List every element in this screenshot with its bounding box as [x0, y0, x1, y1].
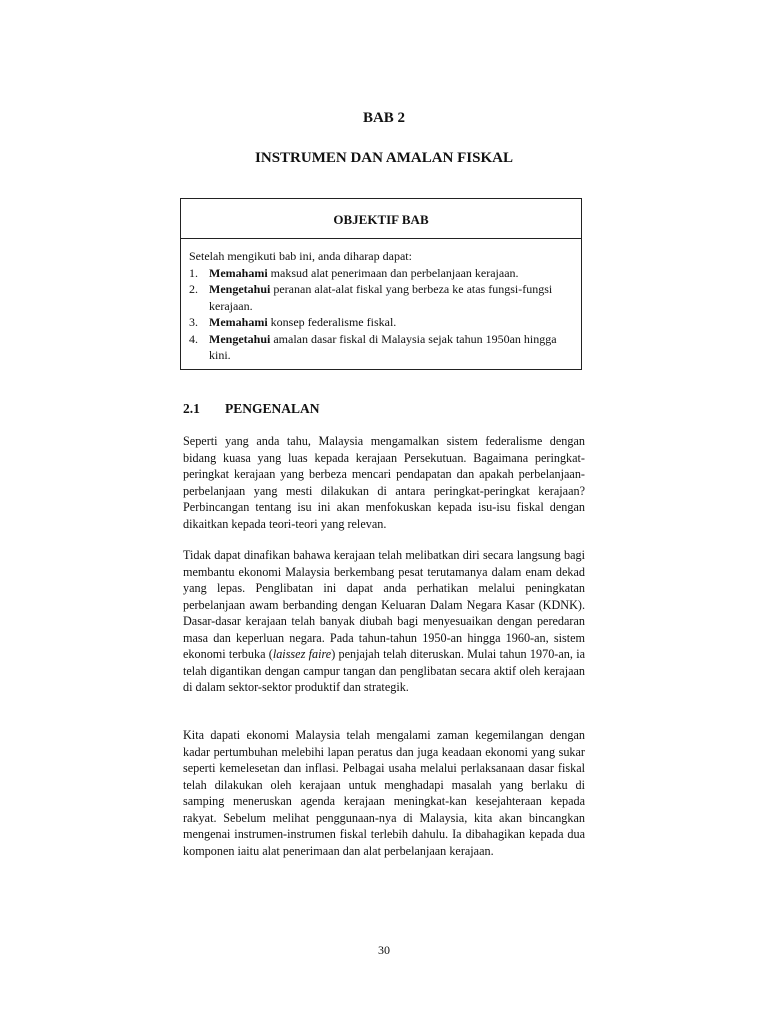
objective-verb: Memahami: [209, 265, 268, 280]
objective-verb: Mengetahui: [209, 331, 271, 346]
objective-item: [189, 314, 573, 331]
objective-item: [189, 281, 573, 314]
paragraph-economic-history: Kita dapati ekonomi Malaysia telah mengalami zaman kegemilangan dengan kadar pertumbuhan melebihi lapan peratus dan juga keadaan ekonomi yang sukar seperti kemelesetan dan inflasi. Pelbagai usaha melalui perlaksanaan dasar fiskal telah dilakukan oleh kerajaan untuk menghadapi masalah yang berlaku di samping meneruskan agenda kerajaan meningkat-kan kesejahteraan kepada rakyat. Sebelum melihat penggunaan-nya di Malaysia, kita akan bincangkan mengenai instrumen-instrumen fiskal terlebih dahulu. Ia dibahagikan kepada dua komponen iaitu alat penerimaan dan alat perbelanjaan kerajaan.: [183, 728, 585, 858]
objective-item: [189, 265, 573, 282]
section-title: PENGENALAN: [225, 401, 320, 416]
objectives-list: [189, 265, 573, 364]
objective-verb: Mengetahui: [209, 282, 271, 296]
page-number: 30: [378, 943, 390, 957]
objectives-box: [180, 198, 582, 370]
section-number: 2.1: [183, 401, 200, 416]
objective-text: peranan alat-alat fiskal yang berbeza ke atas fungsi-fungsi kerajaan.: [209, 282, 553, 313]
objective-text: konsep federalisme fiskal.: [267, 315, 397, 329]
paragraph-text: Tidak dapat dinafikan bahawa kerajaan telah melibatkan diri secara langsung bagi membantu ekonomi Malaysia berkembang pesat terutamanya dalam enam dekad yang lepas. Penglibatan ini dapat anda perhatikan melalui peningkatan perbelanjaan awam berbanding dengan Keluaran Dalam Negara Kasar (KDNK). Dasar-dasar kerajaan telah banyak diubah bagi menyesuaikan dengan peredaran masa dan keperluan negara. Pada tahun-tahun 1950-an hingga 1960-an, sistem ekonomi terbuka (: [183, 548, 585, 661]
paragraph-text: ) penjajah telah diteruskan. Mulai tahun 1970-an, ia telah digantikan dengan campur tangan dan penglibatan secara aktif oleh kerajaan di dalam sektor-sektor produktif dan strategik.: [183, 647, 585, 694]
objective-number: 3.: [189, 315, 198, 329]
italic-term: laissez faire: [272, 647, 332, 661]
objective-text: maksud alat penerimaan dan perbelanjaan kerajaan.: [267, 265, 519, 280]
chapter-number: BAB 2: [362, 110, 406, 126]
objective-item: [189, 331, 573, 364]
objective-number: 1.: [189, 265, 198, 280]
objectives-heading: OBJEKTIF BAB: [181, 199, 581, 239]
section-heading: [183, 401, 320, 417]
objectives-body: [181, 239, 581, 364]
objectives-intro: Setelah mengikuti bab ini, anda diharap dapat:: [189, 249, 412, 263]
objective-number: 2.: [189, 282, 198, 296]
objective-number: 4.: [189, 331, 198, 346]
chapter-title: INSTRUMEN DAN AMALAN FISKAL: [255, 150, 513, 166]
objective-verb: Memahami: [209, 315, 268, 329]
paragraph-government-involvement: [183, 547, 585, 696]
objective-text: amalan dasar fiskal di Malaysia sejak tahun 1950an hingga kini.: [209, 331, 557, 362]
paragraph-intro: Seperti yang anda tahu, Malaysia mengamalkan sistem federalisme dengan bidang kuasa yang luas kepada kerajaan Persekutuan. Bagaimana peringkat-peringkat kerajaan yang berbeza mencari pendapatan dan apakah perbelanjaan-perbelanjaan yang mesti dilakukan di antara peringkat-peringkat kerajaan? Perbincangan tentang isu ini akan menfokuskan kepada isu-isu fiskal dengan dikaitkan kepada teori-teori yang relevan.: [183, 434, 585, 531]
